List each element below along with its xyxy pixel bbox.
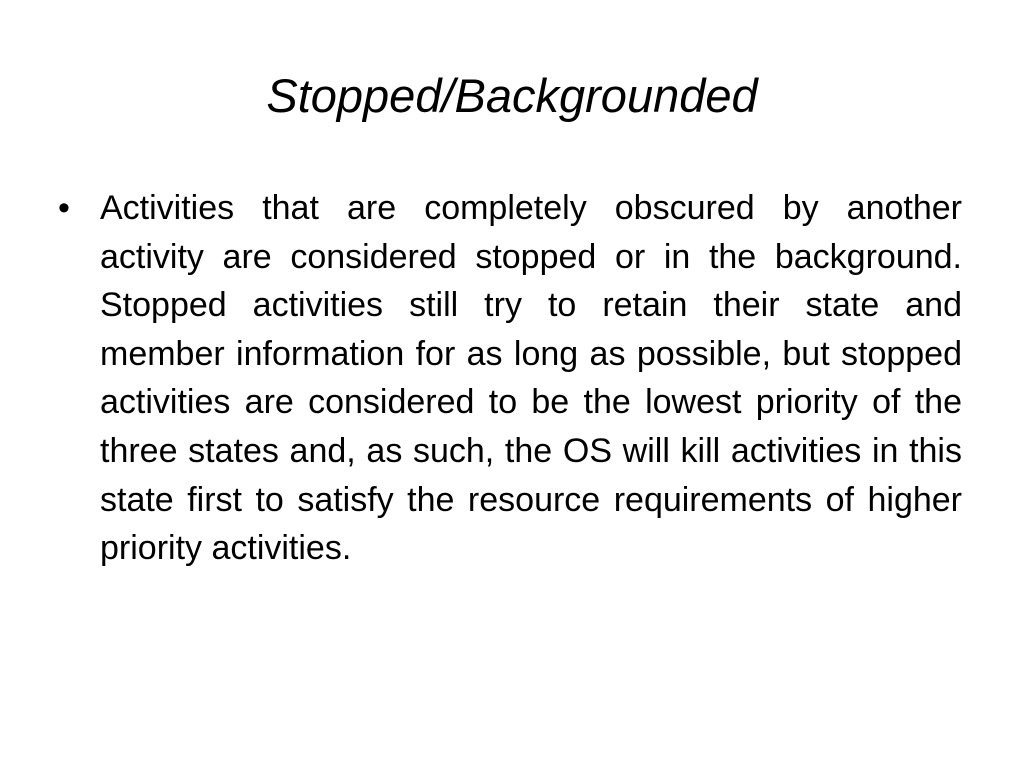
slide-title: Stopped/Backgrounded [266,69,758,122]
bullet-marker: • [58,189,70,227]
bullet-item [58,184,962,573]
bullet-text: Activities that are completely obscured by another activity are considered stopped or in the background. Stopped activities still try to retain their state and member information for as long as possible, but stopped activities are considered to be the lowest priority of the three states and, as such, the OS will kill activities in this state first to satisfy the resource requirements of higher priority activities. [100,189,962,568]
bullet-list [58,184,962,573]
